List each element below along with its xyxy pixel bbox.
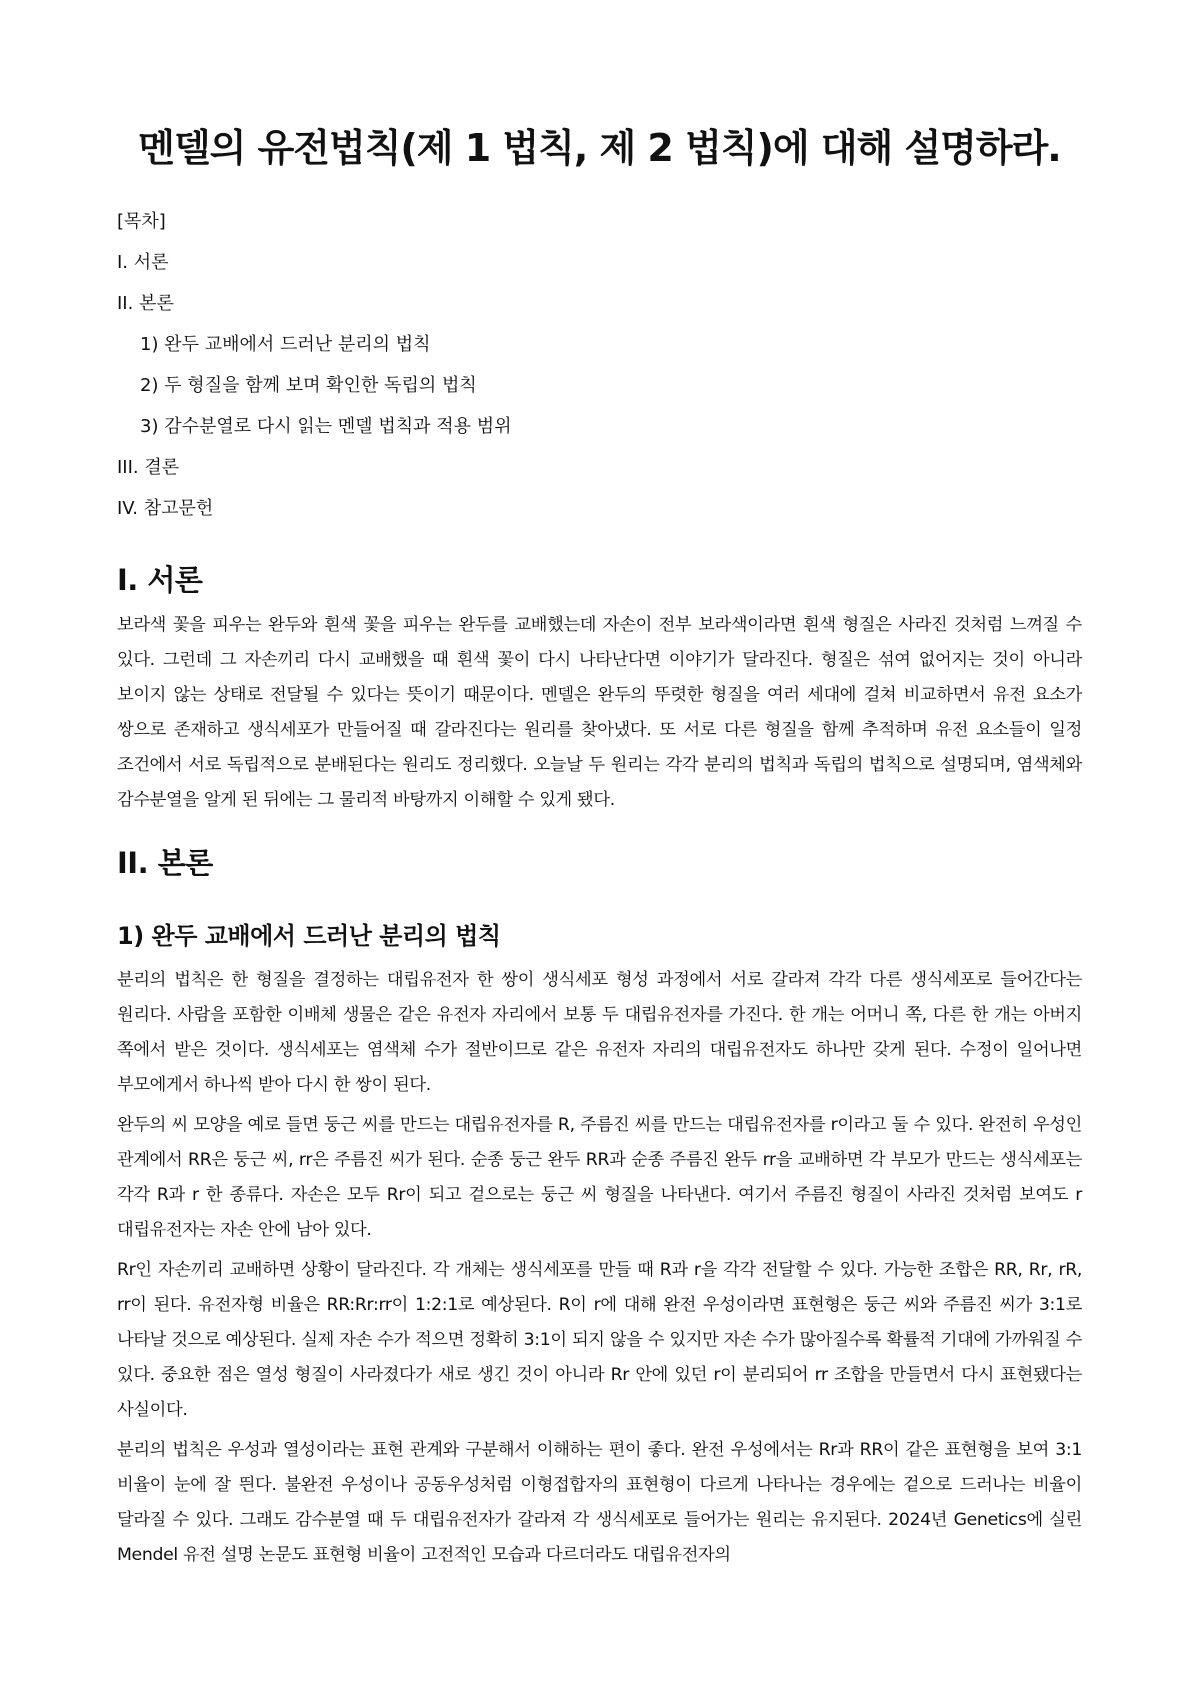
toc-item-body-2: 2) 두 형질을 함께 보며 확인한 독립의 법칙 [140, 375, 477, 396]
body-paragraph: 분리의 법칙은 한 형질을 결정하는 대립유전자 한 쌍이 생식세포 형성 과정에서 서로 갈라져 각각 다른 생식세포로 들어간다는 원리다. 사람을 포함한 이배체 생물은 같은 유전자 자리에서 보통 두 대립유전자를 가진다. 한 개는 어머니 쪽, 다른 한 개는 아버지 쪽에서 받은 것이다. 생식세포는 염색체 수가 절반이므로 같은 유전자 자리의 대립유전자도 하나만 갖게 된다. 수정이 일어나면 부모에게서 하나씩 받아 다시 한 쌍이 된다. [117, 970, 1082, 1095]
toc-item-intro: I. 서론 [117, 252, 169, 273]
toc-item-references: IV. 참고문헌 [117, 498, 214, 519]
intro-paragraph: 보라색 꽃을 피우는 완두와 흰색 꽃을 피우는 완두를 교배했는데 자손이 전부 보라색이라면 흰색 형질은 사라진 것처럼 느껴질 수 있다. 그런데 그 자손끼리 다시 교배했을 때 흰색 꽃이 다시 나타난다면 이야기가 달라진다. 형질은 섞여 없어지는 것이 아니라 보이지 않는 상태로 전달될 수 있다는 뜻이기 때문이다. 멘델은 완두의 뚜렷한 형질을 여러 세대에 걸쳐 비교하면서 유전 요소가 쌍으로 존재하고 생식세포가 만들어질 때 갈라진다는 원리를 찾아냈다. 또 서로 다른 형질을 함께 추적하며 유전 요소들이 일정 조건에서 서로 독립적으로 분배된다는 원리도 정리했다. 오늘날 두 원리는 각각 분리의 법칙과 독립의 법칙으로 설명되며, 염색체와 감수분열을 알게 된 뒤에는 그 물리적 바탕까지 이해할 수 있게 됐다. [117, 615, 1082, 810]
toc-item-body: II. 본론 [117, 293, 174, 314]
toc-heading: [목차] [117, 211, 166, 232]
toc-item-conclusion: III. 결론 [117, 457, 180, 478]
table-of-contents [117, 210, 1082, 538]
body-paragraph: 완두의 씨 모양을 예로 들면 둥근 씨를 만드는 대립유전자를 R, 주름진 씨를 만드는 대립유전자를 r이라고 둘 수 있다. 완전히 우성인 관계에서 RR은 둥근 씨, rr은 주름진 씨가 된다. 순종 둥근 완두 RR과 순종 주름진 완두 rr을 교배하면 각 부모가 만드는 생식세포는 각각 R과 r 한 종류다. 자손은 모두 Rr이 되고 겉으로는 둥근 씨 형질을 나타낸다. 여기서 주름진 형질이 사라진 것처럼 보여도 r 대립유전자는 자손 안에 남아 있다. [117, 1115, 1082, 1240]
section-heading-body: II. 본론 [117, 846, 213, 880]
body-paragraph: 분리의 법칙은 우성과 열성이라는 표현 관계와 구분해서 이해하는 편이 좋다. 완전 우성에서는 Rr과 RR이 같은 표현형을 보여 3:1 비율이 눈에 잘 띈다. 불완전 우성이나 공동우성처럼 이형접합자의 표현형이 다르게 나타나는 경우에는 겉으로 드러나는 비율이 달라질 수 있다. 그래도 감수분열 때 두 대립유전자가 갈라져 각 생식세포로 들어가는 원리는 유지된다. 2024년 Genetics에 실린 Mendel 유전 설명 논문도 표현형 비율이 고전적인 모습과 다르더라도 대립유전자의 [117, 1440, 1082, 1565]
toc-item-body-1: 1) 완두 교배에서 드러난 분리의 법칙 [140, 334, 431, 355]
subsection-heading-1: 1) 완두 교배에서 드러난 분리의 법칙 [117, 922, 501, 950]
subsection-1-body [117, 963, 1082, 1573]
body-paragraph: Rr인 자손끼리 교배하면 상황이 달라진다. 각 개체는 생식세포를 만들 때 R과 r을 각각 전달할 수 있다. 가능한 조합은 RR, Rr, rR, rr이 된다. 유전자형 비율은 RR:Rr:rr이 1:2:1로 예상된다. R이 r에 대해 완전 우성이라면 표현형은 둥근 씨와 주름진 씨가 3:1로 나타날 것으로 예상된다. 실제 자손 수가 적으면 정확히 3:1이 되지 않을 수 있지만 자손 수가 많아질수록 확률적 기대에 가까워질 수 있다. 중요한 점은 열성 형질이 사라졌다가 새로 생긴 것이 아니라 Rr 안에 있던 r이 분리되어 rr 조합을 만들면서 다시 표현됐다는 사실이다. [117, 1260, 1082, 1420]
section-heading-intro: I. 서론 [117, 563, 203, 597]
toc-item-body-3: 3) 감수분열로 다시 읽는 멘델 법칙과 적용 범위 [140, 416, 512, 437]
document-title: 멘델의 유전법칙(제 1 법칙, 제 2 법칙)에 대해 설명하라. [138, 126, 1061, 170]
